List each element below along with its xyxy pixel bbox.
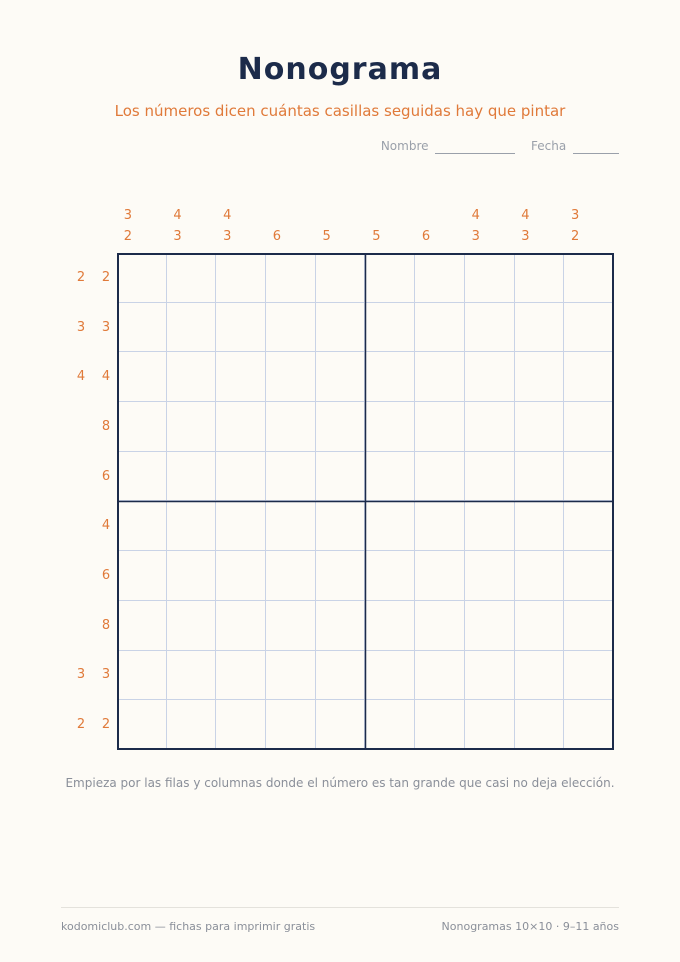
row-clue-number: 4 <box>101 369 111 385</box>
nonogram-grid <box>117 253 614 750</box>
name-label: Nombre <box>380 139 429 153</box>
hint-text: Empieza por las filas y columnas donde el número es tan grande que casi no deja elección. <box>65 776 615 790</box>
column-clue-number: 5 <box>372 229 381 244</box>
footer-divider <box>61 907 619 908</box>
row-clue-number: 2 <box>101 717 111 733</box>
footer-site: kodomiclub.com — fichas para imprimir gratis <box>61 920 316 933</box>
column-clue-number: 4 <box>521 208 530 223</box>
name-line[interactable] <box>435 139 515 154</box>
column-clue-number: 6 <box>272 229 282 244</box>
row-clue-number: 8 <box>101 617 111 633</box>
row-clue-number: 8 <box>101 418 111 434</box>
column-clue-number: 4 <box>173 208 182 223</box>
column-clue-number: 3 <box>123 208 132 223</box>
column-clue-number: 3 <box>223 229 232 244</box>
grid-frame <box>117 253 614 750</box>
row-clue-number: 4 <box>76 369 86 385</box>
row-clue-number: 6 <box>101 568 111 584</box>
row-clue-number: 3 <box>101 667 111 683</box>
name-date-fields <box>381 139 619 154</box>
row-clue-number: 2 <box>76 717 86 733</box>
column-clue-number: 3 <box>471 229 480 244</box>
date-label: Fecha <box>530 139 567 153</box>
row-clue-number: 3 <box>76 667 86 683</box>
column-clue-number: 6 <box>421 229 431 244</box>
row-clue-number: 3 <box>101 319 111 335</box>
row-clue-number: 4 <box>101 518 111 534</box>
column-clue-number: 3 <box>173 229 182 244</box>
column-clue-number: 3 <box>521 229 530 244</box>
row-clue-number: 2 <box>101 269 111 285</box>
column-clue-number: 4 <box>471 208 480 223</box>
column-clue-number: 2 <box>123 229 132 244</box>
date-line[interactable] <box>573 139 619 154</box>
row-clue-number: 2 <box>76 269 86 285</box>
footer-series: Nonogramas 10×10 · 9–11 años <box>441 920 619 933</box>
row-clue-number: 3 <box>76 319 86 335</box>
column-clue-number: 5 <box>322 229 331 244</box>
row-clue-number: 6 <box>101 468 111 484</box>
column-clue-number: 2 <box>571 229 580 244</box>
column-clue-number: 3 <box>571 208 580 223</box>
page-subtitle: Los números dicen cuántas casillas seguidas hay que pintar <box>114 102 566 120</box>
page-title: Nonograma <box>237 52 443 87</box>
column-clue-number: 4 <box>223 208 232 223</box>
